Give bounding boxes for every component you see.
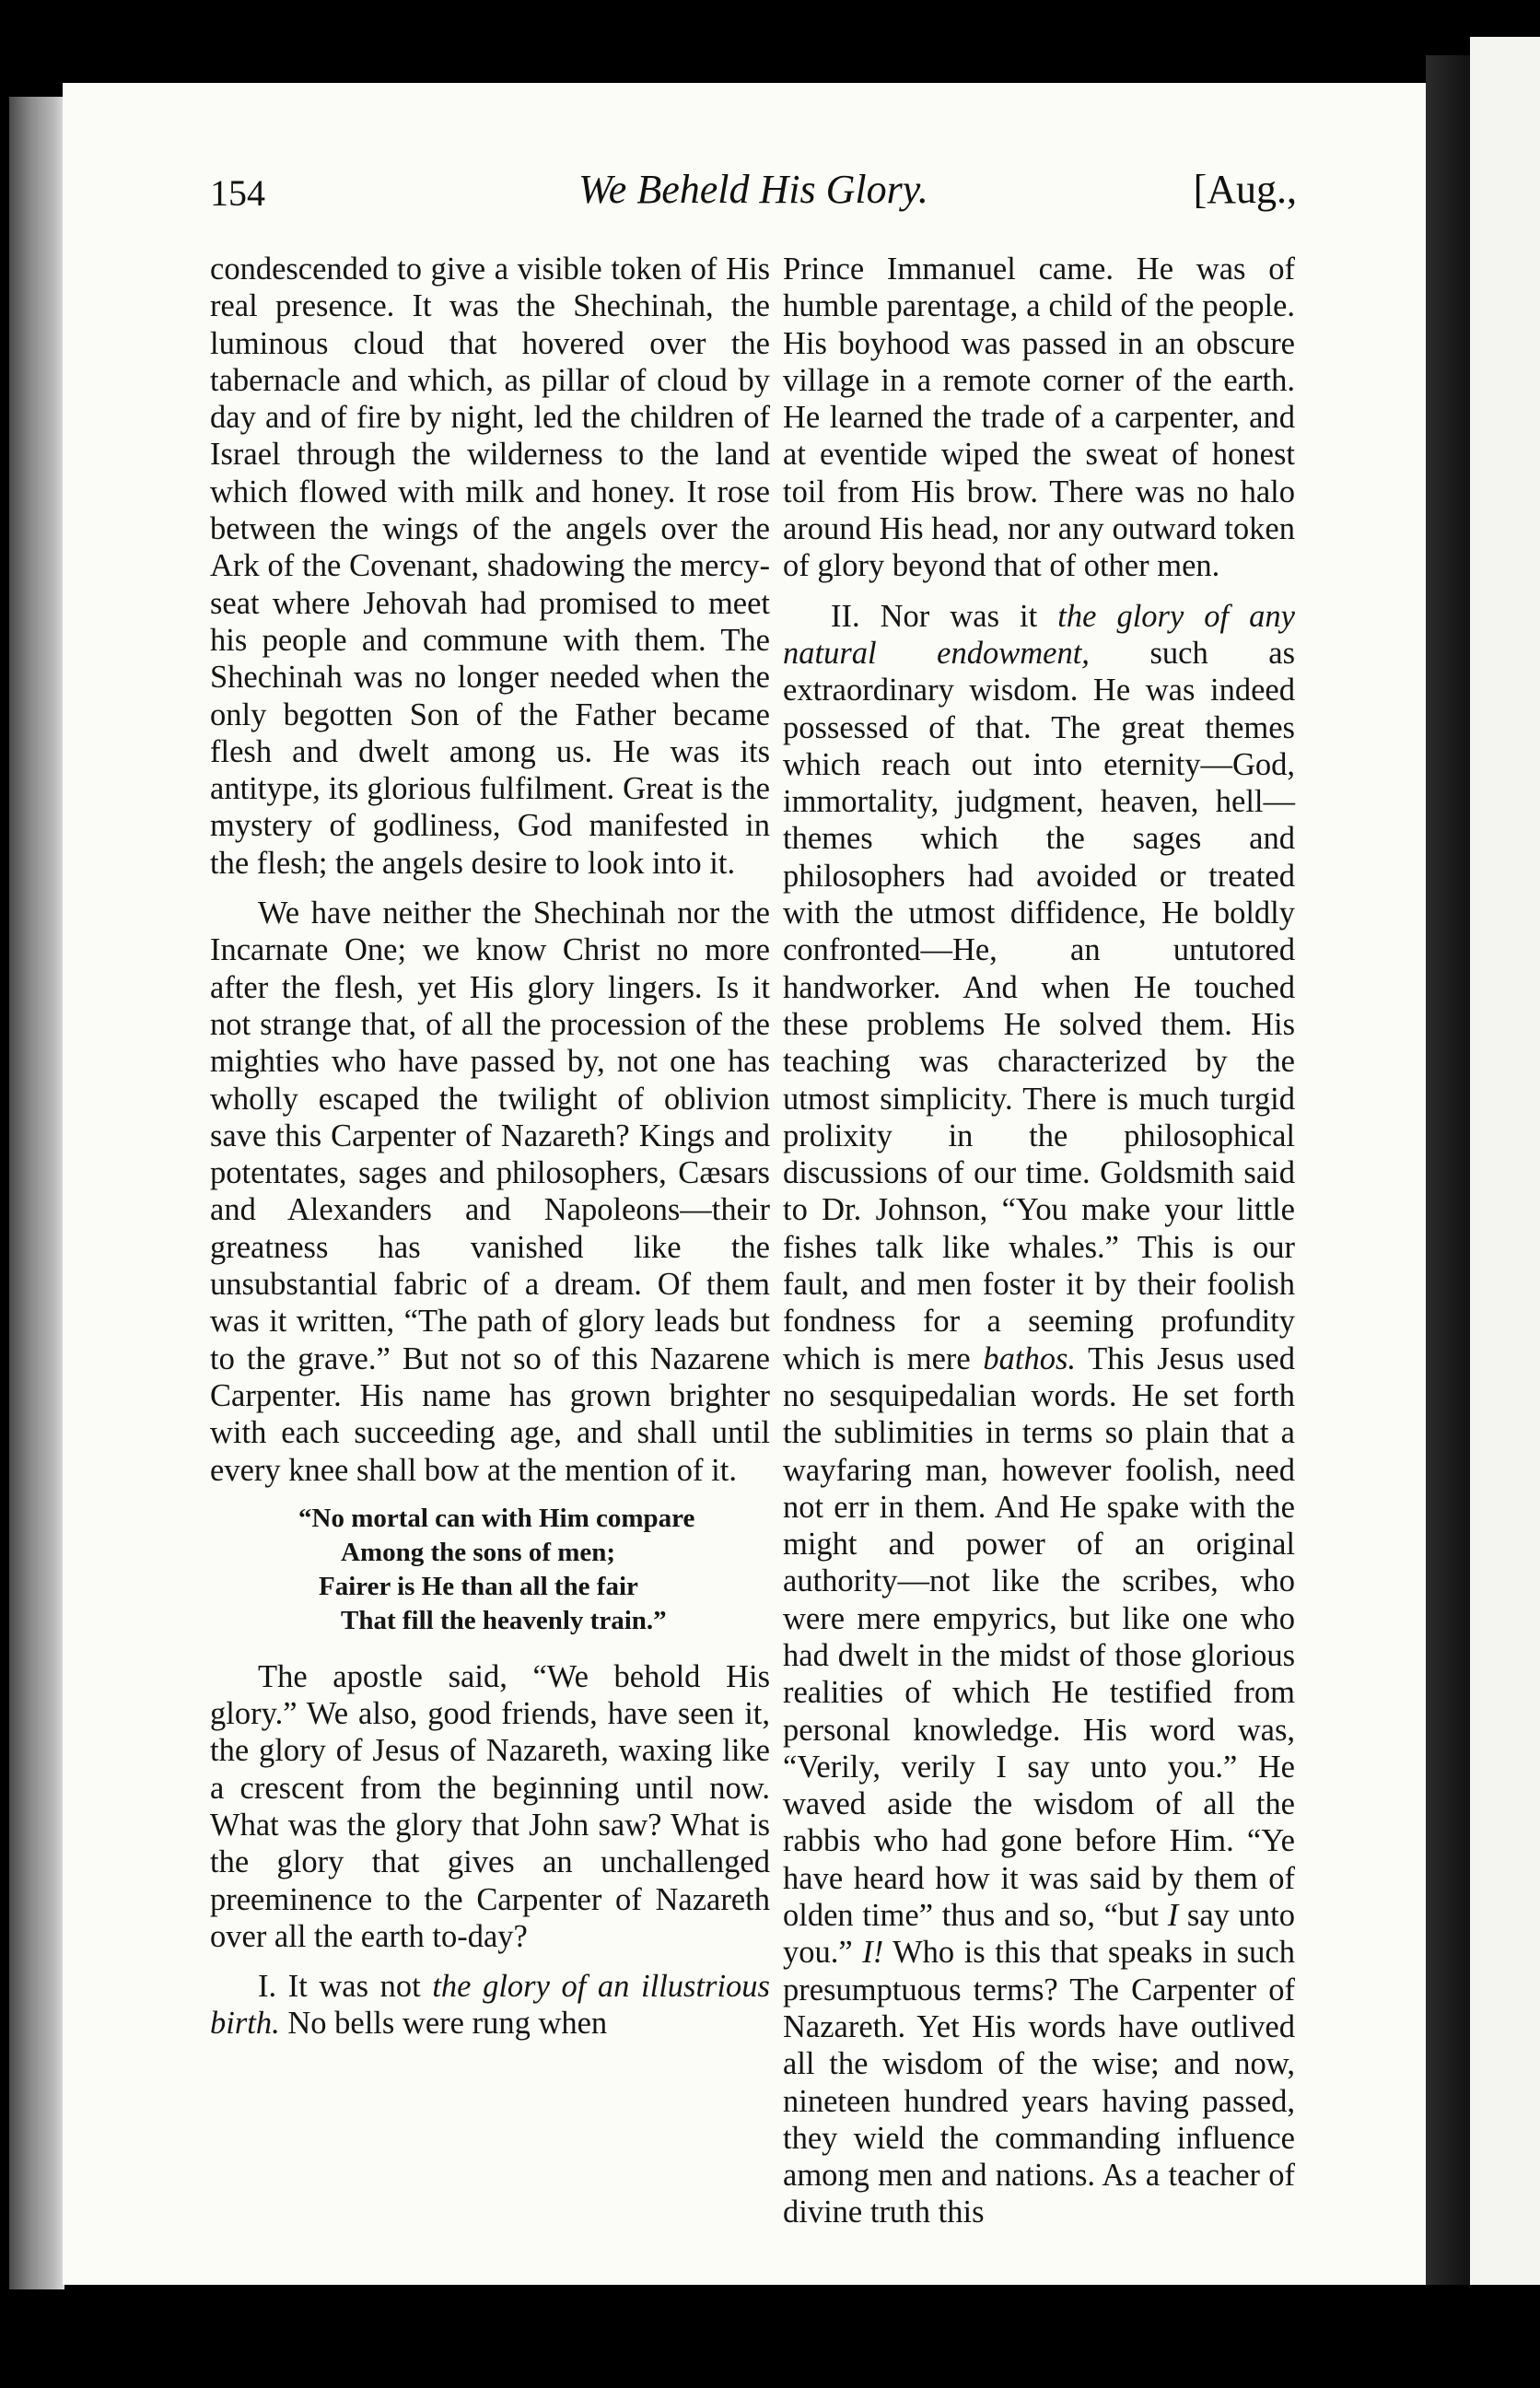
section-marker: [Aug., xyxy=(1193,167,1297,212)
italic-text: I! xyxy=(862,1935,884,1971)
text-run: Who is this that speaks in such presumptuous terms? The Carpenter of Nazareth. Yet His words have outlived all the wisdom of the wise; and now, nineteen hundred years having passed, they wield the commanding influence among men and nations. As a teacher of divine truth this xyxy=(783,1935,1295,2230)
page-number: 154 xyxy=(210,172,265,214)
poem-line: “No mortal can with Him compare xyxy=(298,1503,695,1533)
paragraph xyxy=(783,598,1295,2231)
text-run: I. It was not xyxy=(258,1969,433,2005)
text-run: such as extraordinary wisdom. He was indeed possessed of that. The great themes which reach out into eternity—God, immortality, judgment, heaven, hell—themes which the sages and philosophers had avoided or treated with the utmost diffidence, He boldly confronted—He, an untutored handworker. And when He touched these problems He solved them. His teaching was characterized by the utmost simplicity. There is much turgid prolixity in the philosophical discussions of our time. Goldsmith said to Dr. Johnson, “You make your little fishes talk like whales.” This is our fault, and men foster it by their foolish fondness for a seeming profundity which is mere xyxy=(783,635,1296,1376)
poem-line: That fill the heavenly train.” xyxy=(341,1605,667,1635)
book-gutter xyxy=(1426,55,1470,2285)
right-column xyxy=(783,251,1295,2244)
italic-text: bathos. xyxy=(983,1340,1077,1376)
left-column xyxy=(210,251,770,2055)
poem-line: Fairer is He than all the fair xyxy=(319,1571,638,1601)
next-page-edge xyxy=(1470,37,1540,2285)
text-run: II. Nor was it xyxy=(831,598,1058,634)
paragraph: We have neither the Shechinah nor the Incarnate One; we know Christ no more after the flesh, yet His glory lingers. Is it not strange that, of all the procession of the mighties who have passed by, not one has wholly escaped the twilight of oblivion save this Carpenter of Nazareth? Kings and potentates, sages and philosophers, Cæsars and Alexanders and Napoleons—their greatness has vanished like the unsubstantial fabric of a dream. Of them was it written, “The path of glory leads but to the grave.” But not so of this Nazarene Carpenter. His name has grown brighter with each succeeding age, and shall until every knee shall bow at the mention of it. xyxy=(210,896,770,1488)
poem-quote xyxy=(210,1502,770,1638)
running-head xyxy=(210,166,1297,221)
paragraph: condescended to give a visible token of His real presence. It was the Shechinah, the luminous cloud that hovered over the tabernacle and which, as pillar of cloud by day and of fire by night, led the children of Israel through the wilderness to the land which flowed with milk and honey. It rose between the wings of the angels over the Ark of the Covenant, shadowing the mercy-seat where Jehovah had promised to meet his people and commune with them. The Shechinah was no longer needed when the only begotten Son of the Father became flesh and dwelt among us. He was its antitype, its glorious fulfilment. Great is the mystery of godliness, God manifested in the flesh; the angels desire to look into it. xyxy=(210,252,770,881)
italic-text: the glory of an illustrious birth. xyxy=(210,1969,770,2042)
text-run: say unto you.” xyxy=(783,1898,1295,1971)
italic-text: the glory of any natural endowment, xyxy=(783,598,1295,671)
poem-line: Among the sons of men; xyxy=(341,1537,616,1567)
page-edge xyxy=(9,97,64,2289)
text-run: This Jesus used no sesquipedalian words. He set forth the sublimities in terms so plain that a wayfaring man, however foolish, need not err in them. And He spake with the might and power of an original authority—not like the scribes, who were mere empyrics, but like one who had dwelt in the midst of those glorious realities of which He testified from personal knowledge. His word was, “Verily, verily I say unto you.” He waved aside the wisdom of all the rabbis who had gone before Him. “Ye have heard how it was said by them of olden time” thus and so, “but xyxy=(783,1340,1295,1934)
paragraph xyxy=(210,1968,770,2043)
paragraph: The apostle said, “We behold His glory.” We also, good friends, have seen it, the glory of Jesus of Nazareth, waxing like a crescent from the beginning until now. What was the glory that John saw? What is the glory that gives an unchallenged preeminence to the Carpenter of Nazareth over all the earth to-day? xyxy=(210,1658,770,1954)
running-title: We Beheld His Glory. xyxy=(578,167,928,212)
paragraph: Prince Immanuel came. He was of humble parentage, a child of the people. His boyhood was passed in an obscure village in a remote corner of the earth. He learned the trade of a carpenter, and at eventide wiped the sweat of honest toil from His brow. There was no halo around His head, nor any outward token of glory beyond that of other men. xyxy=(783,252,1295,584)
italic-text: I xyxy=(1167,1898,1179,1934)
text-run: No bells were rung when xyxy=(279,2006,608,2042)
